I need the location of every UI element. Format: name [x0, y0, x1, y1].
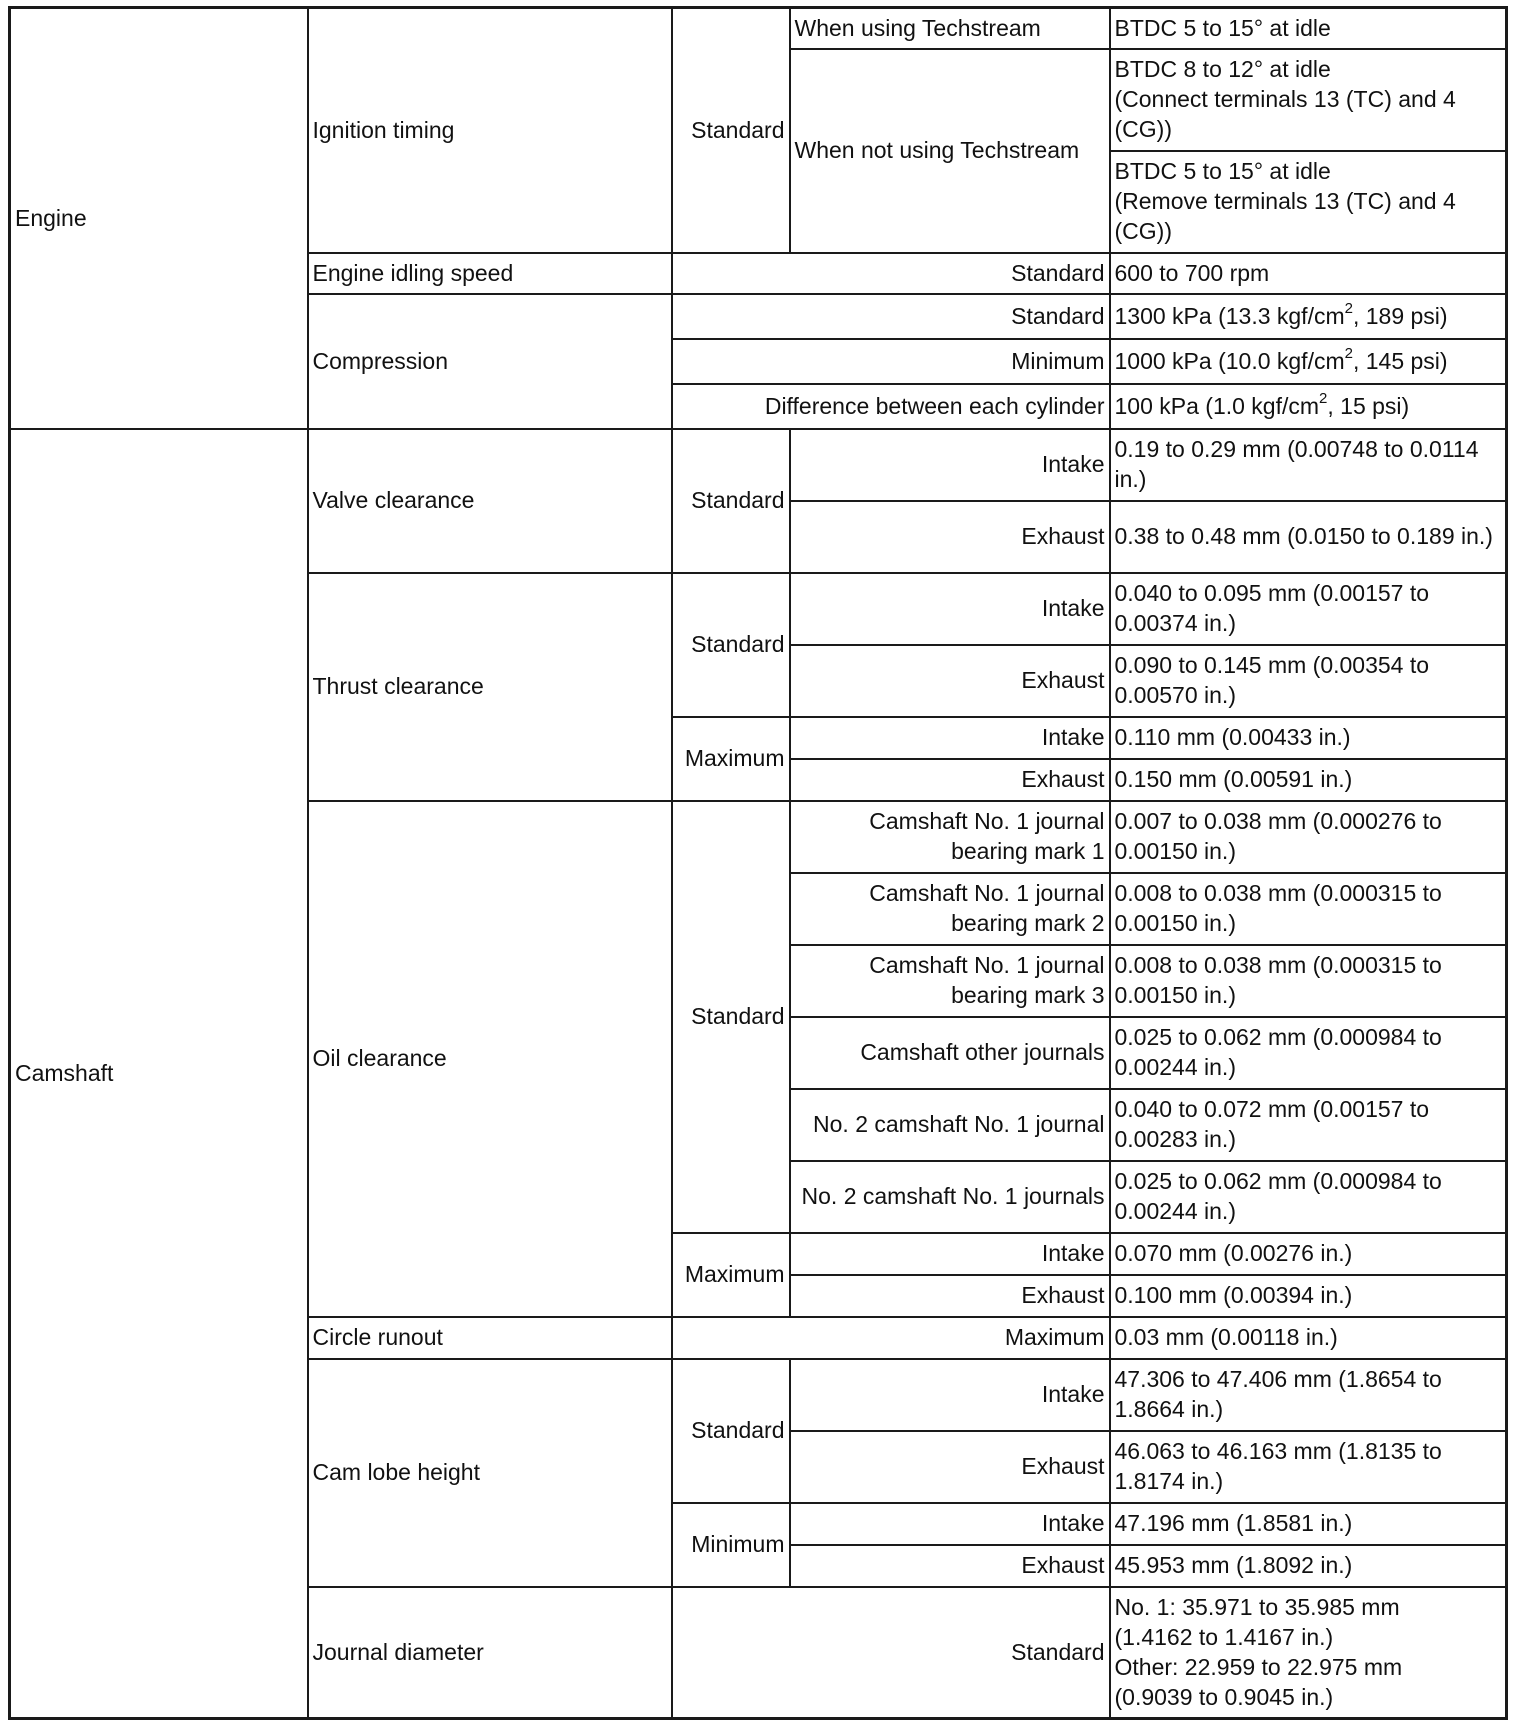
value-cell [1110, 294, 1507, 339]
value-text: 1000 kPa (10.0 kgf/cm [1114, 347, 1345, 374]
value-text: 1300 kPa (13.3 kgf/cm [1114, 302, 1345, 329]
value-cell [1110, 339, 1507, 384]
value-cell: 0.070 mm (0.00276 in.) [1110, 1233, 1507, 1275]
value-cell: 0.110 mm (0.00433 in.) [1110, 717, 1507, 759]
value-cell: 0.040 to 0.095 mm (0.00157 to 0.00374 in.) [1110, 573, 1507, 645]
value-cell: 0.008 to 0.038 mm (0.000315 to 0.00150 in.) [1110, 945, 1507, 1017]
subcond-intake: Intake [790, 1233, 1110, 1275]
item-thrust-clearance: Thrust clearance [308, 573, 672, 801]
value-cell: 0.008 to 0.038 mm (0.000315 to 0.00150 in.) [1110, 873, 1507, 945]
value-cell: 0.090 to 0.145 mm (0.00354 to 0.00570 in.) [1110, 645, 1507, 717]
subcond-exhaust: Exhaust [790, 1431, 1110, 1503]
condition-minimum: Minimum [672, 1503, 790, 1587]
condition-standard: Standard [672, 801, 790, 1233]
value-cell: 47.196 mm (1.8581 in.) [1110, 1503, 1507, 1545]
value-cell: BTDC 5 to 15° at idle [1110, 8, 1507, 49]
subcond-intake: Intake [790, 717, 1110, 759]
subcond-exhaust: Exhaust [790, 501, 1110, 573]
table-row [10, 429, 1507, 501]
subcond-exhaust: Exhaust [790, 759, 1110, 801]
subcond-journal: No. 2 camshaft No. 1 journals [790, 1161, 1110, 1233]
item-cam-lobe-height: Cam lobe height [308, 1359, 672, 1587]
subcond-intake: Intake [790, 429, 1110, 501]
subcond-intake: Intake [790, 1503, 1110, 1545]
subcond-exhaust: Exhaust [790, 645, 1110, 717]
table-row [10, 8, 1507, 49]
item-compression: Compression [308, 294, 672, 429]
condition-standard: Standard [672, 294, 1110, 339]
item-journal-diameter: Journal diameter [308, 1587, 672, 1719]
value-cell [1110, 384, 1507, 429]
value-cell [1110, 49, 1507, 151]
subcond-journal: Camshaft No. 1 journal bearing mark 3 [790, 945, 1110, 1017]
value-line: BTDC 5 to 15° at idle [1114, 158, 1331, 184]
condition-minimum: Minimum [672, 339, 1110, 384]
subcond-journal: Camshaft other journals [790, 1017, 1110, 1089]
value-line: (Remove terminals 13 (TC) and 4 (CG)) [1114, 188, 1456, 244]
condition-standard: Standard [672, 8, 790, 253]
condition-standard: Standard [672, 429, 790, 573]
condition-standard: Standard [672, 1587, 1110, 1719]
subcond-journal: No. 2 camshaft No. 1 journal [790, 1089, 1110, 1161]
value-cell [1110, 1587, 1507, 1719]
item-idling-speed: Engine idling speed [308, 253, 672, 294]
superscript: 2 [1344, 344, 1353, 362]
subcond-exhaust: Exhaust [790, 1275, 1110, 1317]
value-cell: 0.03 mm (0.00118 in.) [1110, 1317, 1507, 1359]
item-oil-clearance: Oil clearance [308, 801, 672, 1317]
subcond-intake: Intake [790, 1359, 1110, 1431]
value-line: (0.9039 to 0.9045 in.) [1114, 1683, 1334, 1710]
value-line: (Connect terminals 13 (TC) and 4 (CG)) [1114, 86, 1456, 142]
subcond-not-using-techstream: When not using Techstream [790, 49, 1110, 253]
value-line: No. 1: 35.971 to 35.985 mm [1114, 1593, 1400, 1620]
value-cell: 0.150 mm (0.00591 in.) [1110, 759, 1507, 801]
condition-maximum: Maximum [672, 717, 790, 801]
value-cell: 0.040 to 0.072 mm (0.00157 to 0.00283 in.) [1110, 1089, 1507, 1161]
condition-maximum: Maximum [672, 1317, 1110, 1359]
value-cell: 0.025 to 0.062 mm (0.000984 to 0.00244 in.) [1110, 1161, 1507, 1233]
value-cell: 0.19 to 0.29 mm (0.00748 to 0.0114 in.) [1110, 429, 1507, 501]
item-circle-runout: Circle runout [308, 1317, 672, 1359]
item-ignition-timing: Ignition timing [308, 8, 672, 253]
subcond-journal: Camshaft No. 1 journal bearing mark 1 [790, 801, 1110, 873]
value-text: , 189 psi) [1352, 302, 1448, 329]
subcond-intake: Intake [790, 573, 1110, 645]
condition-standard: Standard [672, 1359, 790, 1503]
superscript: 2 [1319, 389, 1328, 407]
specification-table [8, 6, 1508, 1720]
subcond-exhaust: Exhaust [790, 1545, 1110, 1587]
value-cell [1110, 151, 1507, 253]
section-engine: Engine [10, 8, 308, 429]
value-cell: 0.007 to 0.038 mm (0.000276 to 0.00150 in.) [1110, 801, 1507, 873]
value-cell: 47.306 to 47.406 mm (1.8654 to 1.8664 in.) [1110, 1359, 1507, 1431]
value-cell: 0.38 to 0.48 mm (0.0150 to 0.189 in.) [1110, 501, 1507, 573]
condition-standard: Standard [672, 573, 790, 717]
subcond-journal: Camshaft No. 1 journal bearing mark 2 [790, 873, 1110, 945]
subcond-using-techstream: When using Techstream [790, 8, 1110, 49]
value-cell: 45.953 mm (1.8092 in.) [1110, 1545, 1507, 1587]
value-cell: 0.025 to 0.062 mm (0.000984 to 0.00244 in.) [1110, 1017, 1507, 1089]
value-line: Other: 22.959 to 22.975 mm [1114, 1653, 1403, 1680]
condition-maximum: Maximum [672, 1233, 790, 1317]
value-line: BTDC 8 to 12° at idle [1114, 56, 1331, 82]
value-cell: 46.063 to 46.163 mm (1.8135 to 1.8174 in.) [1110, 1431, 1507, 1503]
item-valve-clearance: Valve clearance [308, 429, 672, 573]
value-text: 100 kPa (1.0 kgf/cm [1114, 392, 1320, 419]
value-text: , 145 psi) [1352, 347, 1448, 374]
condition-difference: Difference between each cylinder [672, 384, 1110, 429]
value-cell: 600 to 700 rpm [1110, 253, 1507, 294]
condition-standard: Standard [672, 253, 1110, 294]
value-cell: 0.100 mm (0.00394 in.) [1110, 1275, 1507, 1317]
section-camshaft: Camshaft [10, 429, 308, 1719]
superscript: 2 [1344, 299, 1353, 317]
value-line: (1.4162 to 1.4167 in.) [1114, 1623, 1334, 1650]
value-text: , 15 psi) [1327, 392, 1410, 419]
